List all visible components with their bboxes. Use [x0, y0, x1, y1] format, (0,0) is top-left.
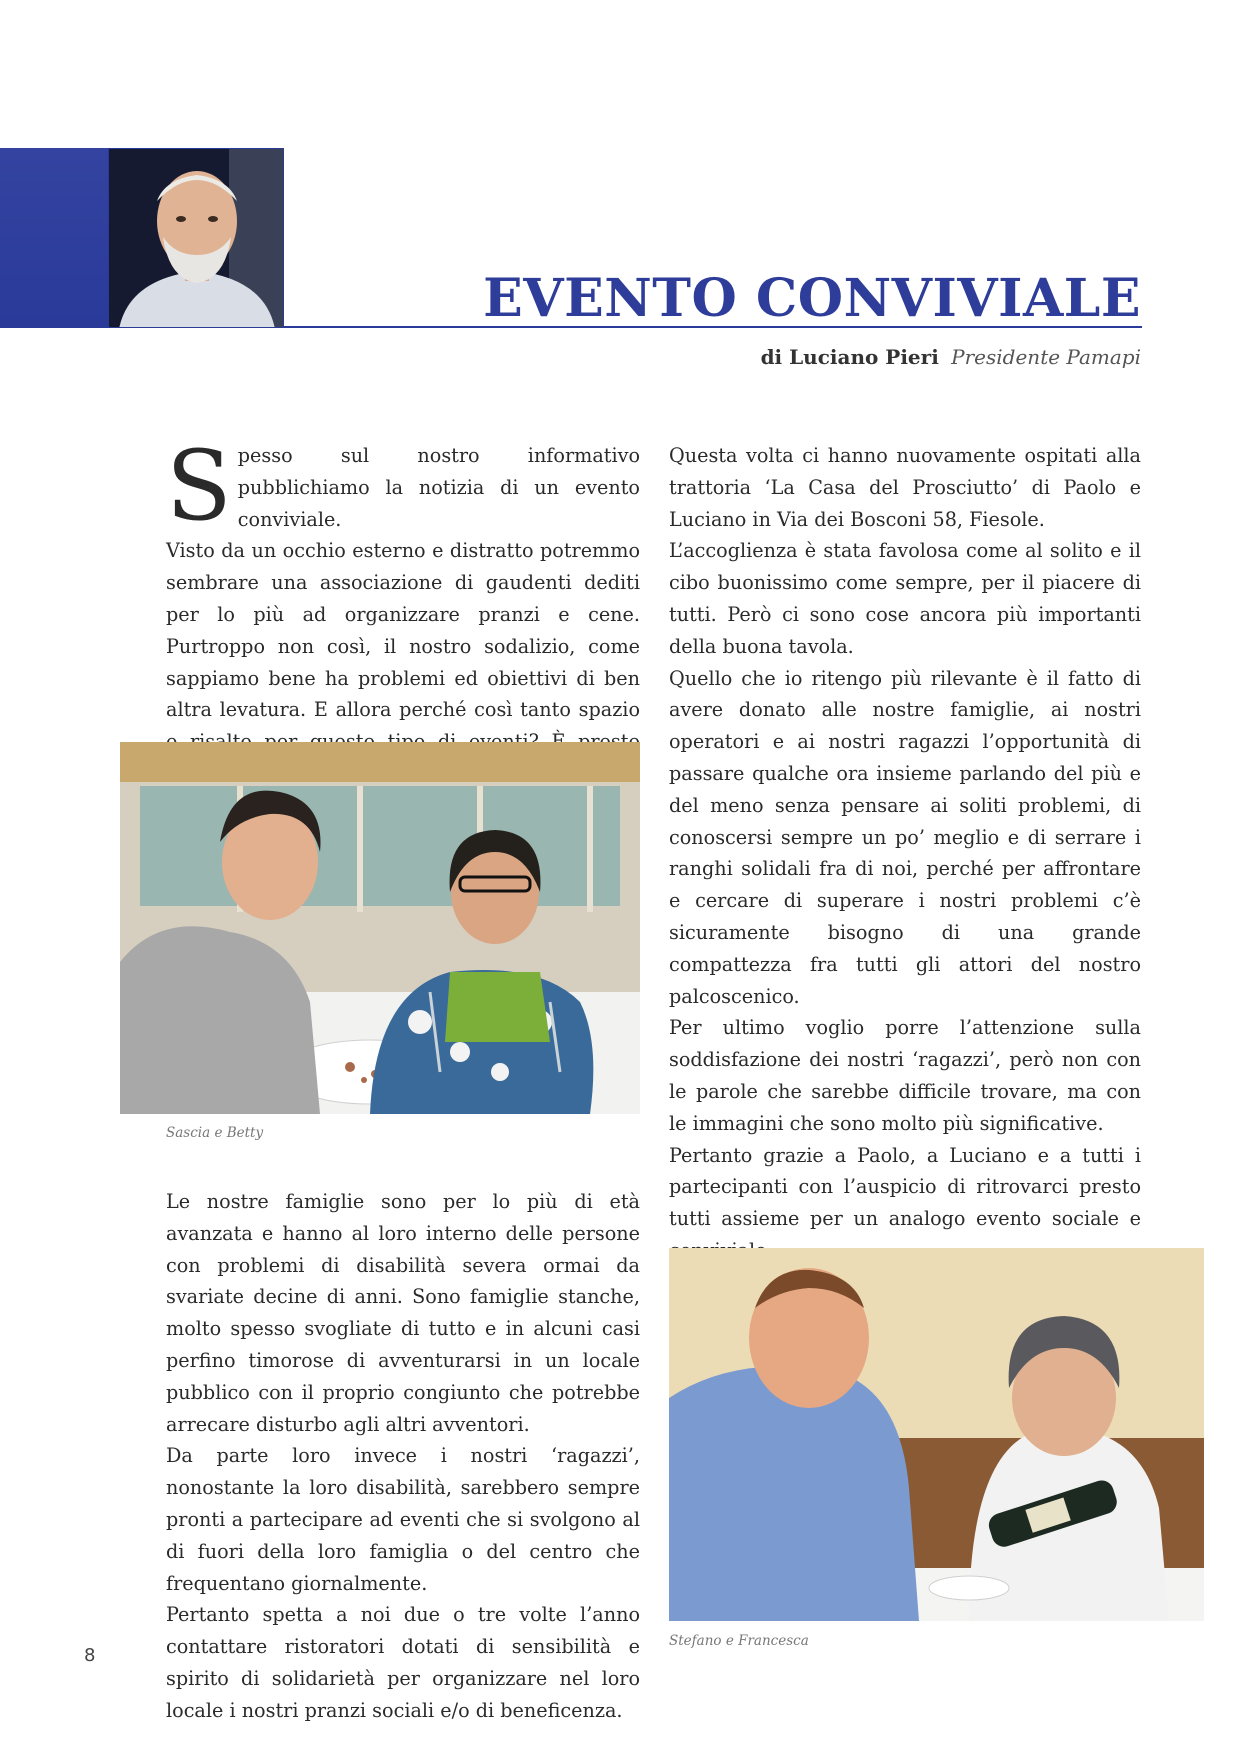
header-blue-band: [0, 148, 108, 328]
byline-role: Presidente Pamapi: [951, 345, 1141, 369]
caption-photo-2: Stefano e Francesca: [669, 1633, 809, 1649]
page-number: 8: [84, 1645, 96, 1666]
byline: [761, 345, 1141, 369]
paragraph-2: Le nostre famiglie sono per lo più di età avanzata e hanno al loro interno delle persone con problemi di disabilità severa ormai da svariate decine di anni. Sono famiglie stanche, molto spesso svogliate di tutto e in alcuni casi perfino timorose di avventurarsi in un locale pubblico con il proprio congiunto che potrebbe arrecare disturbo agli altri avventori.: [166, 1190, 640, 1436]
column-right: [669, 440, 1141, 1267]
intro-paragraph: [166, 430, 640, 790]
article-title: EVENTO CONVIVIALE: [483, 268, 1141, 329]
photo-stefano-francesca: [669, 1248, 1204, 1621]
caption-photo-1: Sascia e Betty: [166, 1125, 264, 1141]
paragraph-5: Questa volta ci hanno nuovamente ospitati alla trattoria ‘La Casa del Prosciutto’ di Paolo e Luciano in Via dei Bosconi 58, Fiesole.: [669, 444, 1141, 531]
drop-cap: S: [166, 430, 232, 542]
byline-author: di Luciano Pieri: [760, 345, 939, 369]
paragraph-7: Quello che io ritengo più rilevante è il fatto di avere donato alle nostre famiglie, ai nostri operatori e ai nostri ragazzi l’opportunità di passare qualche ora insieme parlando del più e del meno senza pensare ai soliti problemi, di conoscersi sempre un po’ meglio e di serrare i ranghi solidali fra di noi, perché per affrontare e cercare di superare i nostri problemi c’è sicuramente bisogno di una grande compattezza fra tutti gli attori del nostro palcoscenico.: [669, 666, 1141, 1008]
photo-sascia-betty: [120, 742, 640, 1114]
column-left-top: [166, 430, 640, 790]
paragraph-4: Pertanto spetta a noi due o tre volte l’anno contattare ristoratori dotati di sensibilità e spirito di solidarietà per organizzare nel loro locale i nostri pranzi sociali e/o di beneficenza.: [166, 1603, 640, 1722]
paragraph-8: Per ultimo voglio porre l’attenzione sulla soddisfazione dei nostri ‘ragazzi’, però non con le parole che sarebbe difficile trovare, ma con le immagini che sono molto più significative.: [669, 1016, 1141, 1135]
author-portrait: [108, 148, 284, 328]
paragraph-3: Da parte loro invece i nostri ‘ragazzi’, nonostante la loro disabilità, sarebbero sempre pronti a partecipare ad eventi che si svolgono al di fuori della loro famiglia o del centro che frequentano giornalmente.: [166, 1444, 640, 1595]
column-left-bottom: [166, 1186, 640, 1727]
paragraph-9: Pertanto grazie a Paolo, a Luciano e a tutti i partecipanti con l’auspicio di ritrovarci presto tutti assieme per un analogo evento sociale e: [669, 1143, 1141, 1231]
paragraph-6: L’accoglienza è stata favolosa come al solito e il cibo buonissimo come sempre, per il piacere di tutti. Però ci sono cose ancora più importanti della buona tavola.: [669, 539, 1141, 658]
intro-text: pesso sul nostro informativo pubblichiamo la notizia di un evento conviviale.: [237, 444, 640, 531]
paragraph-1: Visto da un occhio esterno e distratto potremmo sembrare una associazione di gaudenti dediti per lo più ad organizzare pranzi e cene. Purtroppo non così, il nostro sodalizio, come sappiamo bene ha problemi ed obiettivi di ben altra levatura. E allora perché così tanto spazio: [166, 539, 640, 722]
